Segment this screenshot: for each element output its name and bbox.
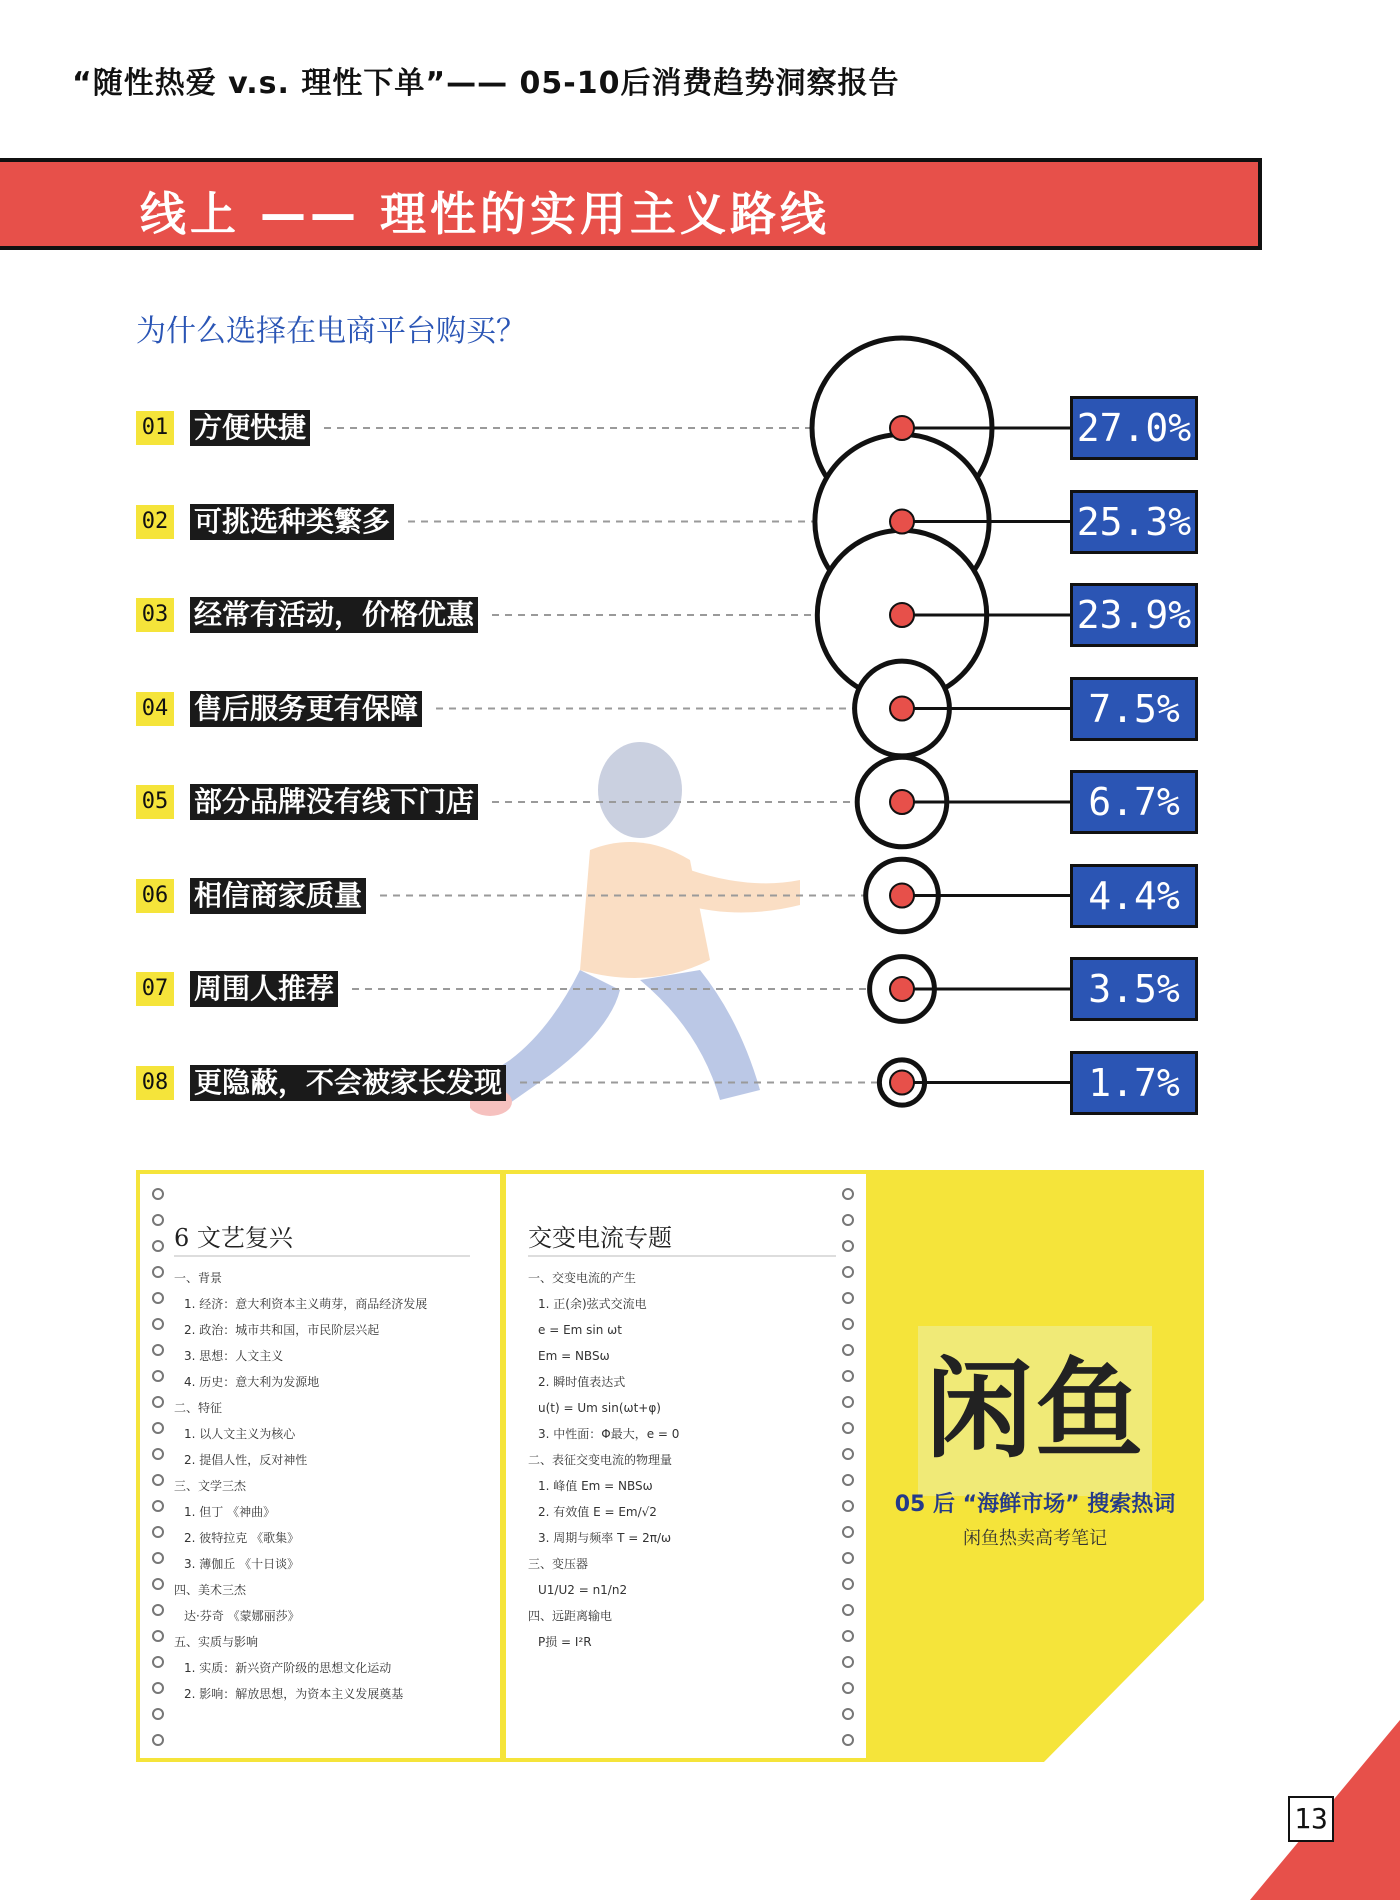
percent-box: 7.5% (1070, 677, 1198, 741)
note-line: 2. 影响：解放思想，为资本主义发展奠基 (184, 1687, 404, 1701)
note-line: 三、文学三杰 (174, 1479, 247, 1493)
reason-label: 经常有活动，价格优惠 (190, 597, 478, 633)
note-line: 二、特征 (174, 1401, 223, 1415)
note-line: 4. 历史：意大利为发源地 (184, 1375, 320, 1389)
note-line: 四、美术三杰 (174, 1583, 247, 1597)
note-heading: 交变电流专题 (528, 1224, 672, 1252)
row-number-badge: 08 (136, 1066, 174, 1100)
note-line: 2. 提倡人性，反对神性 (184, 1453, 308, 1467)
note-line: 2. 瞬时值表达式 (538, 1375, 626, 1389)
row-number-badge: 01 (136, 411, 174, 445)
note-line: 达·芬奇 《蒙娜丽莎》 (184, 1609, 300, 1623)
row-number-badge: 03 (136, 598, 174, 632)
note-line: 四、远距离输电 (528, 1609, 613, 1623)
row-number-badge: 05 (136, 785, 174, 819)
note-line: u(t) = Um sin(ωt+φ) (538, 1401, 661, 1415)
note-line: P损 = I²R (538, 1635, 592, 1649)
reason-label: 更隐蔽，不会被家长发现 (190, 1065, 506, 1101)
xianyu-caption: 05 后 “海鲜市场” 搜索热词 (894, 1492, 1176, 1517)
percent-box: 23.9% (1070, 583, 1198, 647)
row-number-badge: 06 (136, 879, 174, 913)
note-line: 五、实质与影响 (174, 1635, 259, 1649)
report-title: “随性热爱 v.s. 理性下单”—— 05-10后消费趋势洞察报告 (72, 66, 900, 101)
reason-label: 可挑选种类繁多 (190, 504, 394, 540)
percent-box: 27.0% (1070, 396, 1198, 460)
section-title: 线上 —— 理性的实用主义路线 (140, 187, 831, 241)
percent-box: 25.3% (1070, 490, 1198, 554)
percent-box: 1.7% (1070, 1051, 1198, 1115)
note-line: 一、背景 (174, 1271, 223, 1285)
note-line: 1. 但丁 《神曲》 (184, 1505, 276, 1519)
note-line: 1. 经济：意大利资本主义萌芽，商品经济发展 (184, 1297, 428, 1311)
percent-box: 4.4% (1070, 864, 1198, 928)
note-line: 2. 政治：城市共和国，市民阶层兴起 (184, 1323, 380, 1337)
note-line: 3. 思想：人文主义 (184, 1349, 284, 1363)
note-line: 3. 薄伽丘 《十日谈》 (184, 1557, 300, 1571)
percent-box: 3.5% (1070, 957, 1198, 1021)
notes-diagonal-cut (1040, 1600, 1204, 1766)
note-line: 3. 中性面：Φ最大，e = 0 (538, 1427, 680, 1441)
note-line: 1. 正(余)弦式交流电 (538, 1297, 647, 1311)
reason-label: 相信商家质量 (190, 878, 366, 914)
note-line: 一、交变电流的产生 (528, 1271, 637, 1285)
note-line: e = Em sin ωt (538, 1323, 622, 1337)
row-number-badge: 07 (136, 972, 174, 1006)
reason-label: 方便快捷 (190, 410, 310, 446)
note-heading: 6 文艺复兴 (174, 1224, 293, 1252)
note-line: 二、表征交变电流的物理量 (528, 1453, 673, 1467)
reason-label: 售后服务更有保障 (190, 691, 422, 727)
page-number: 13 (1288, 1796, 1334, 1842)
note-line: 三、变压器 (528, 1557, 589, 1571)
row-number-badge: 04 (136, 692, 174, 726)
reason-label: 周围人推荐 (190, 971, 338, 1007)
note-line: Em = NBSω (538, 1349, 610, 1363)
note-line: U1/U2 = n1/n2 (538, 1583, 628, 1597)
chart-question: 为什么选择在电商平台购买？ (136, 314, 526, 349)
note-line: 3. 周期与频率 T = 2π/ω (538, 1531, 672, 1545)
note-line: 1. 峰值 Em = NBSω (538, 1479, 653, 1493)
note-line: 2. 彼特拉克 《歌集》 (184, 1531, 300, 1545)
xianyu-subcaption: 闲鱼热卖高考笔记 (963, 1528, 1107, 1549)
note-line: 1. 以人文主义为核心 (184, 1427, 296, 1441)
row-number-badge: 02 (136, 505, 174, 539)
note-line: 1. 实质：新兴资产阶级的思想文化运动 (184, 1661, 392, 1675)
percent-box: 6.7% (1070, 770, 1198, 834)
xianyu-logo: 闲鱼 (924, 1348, 1145, 1473)
note-line: 2. 有效值 E = Em/√2 (538, 1505, 657, 1519)
reason-label: 部分品牌没有线下门店 (190, 784, 478, 820)
